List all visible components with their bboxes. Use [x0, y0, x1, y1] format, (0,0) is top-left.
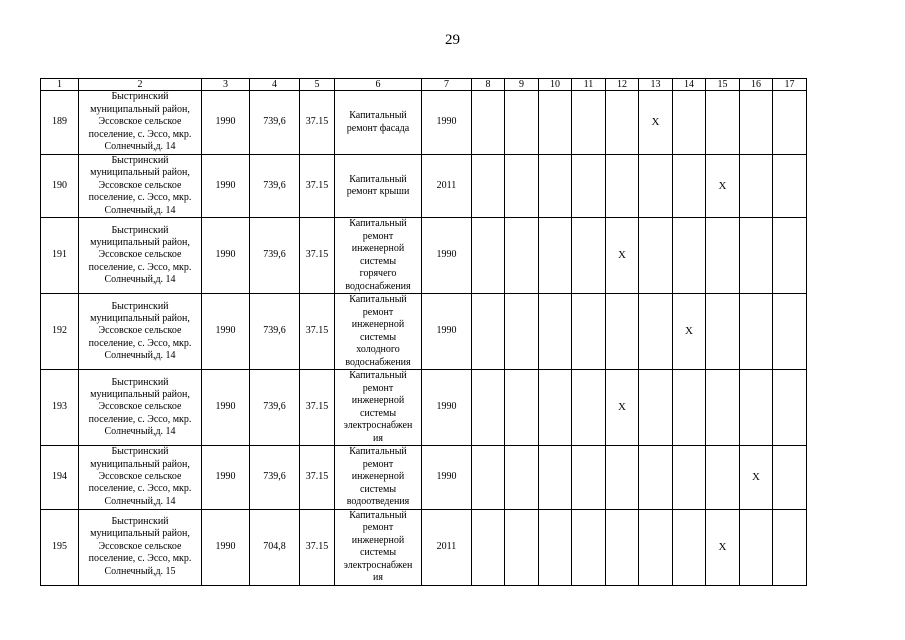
empty-cell	[706, 91, 740, 155]
column-number-7: 7	[422, 79, 472, 91]
code-cell: 37.15	[300, 218, 335, 294]
empty-cell	[472, 91, 505, 155]
empty-cell	[572, 446, 606, 510]
empty-cell	[505, 294, 539, 370]
build-year-cell: 1990	[202, 91, 250, 155]
empty-cell	[505, 218, 539, 294]
year-cell: 1990	[422, 91, 472, 155]
empty-cell	[673, 91, 706, 155]
empty-cell	[539, 91, 572, 155]
empty-cell	[539, 446, 572, 510]
empty-cell	[773, 91, 807, 155]
empty-cell	[505, 91, 539, 155]
empty-cell	[539, 509, 572, 585]
area-cell: 739,6	[250, 446, 300, 510]
work-type-cell: Капитальный ремонт инженерной системы водоотведения	[335, 446, 422, 510]
build-year-cell: 1990	[202, 294, 250, 370]
empty-cell	[706, 218, 740, 294]
empty-cell	[639, 446, 673, 510]
empty-cell	[572, 509, 606, 585]
empty-cell	[472, 509, 505, 585]
column-number-6: 6	[335, 79, 422, 91]
empty-cell	[706, 446, 740, 510]
empty-cell	[773, 155, 807, 218]
address-cell: Быстринский муниципальный район, Эссовское сельское поселение, с. Эссо, мкр. Солнечный,д. 15	[79, 509, 202, 585]
build-year-cell: 1990	[202, 446, 250, 510]
empty-cell	[572, 370, 606, 446]
repair-schedule-table	[40, 78, 807, 586]
code-cell: 37.15	[300, 155, 335, 218]
year-cell: 1990	[422, 294, 472, 370]
empty-cell	[606, 91, 639, 155]
table-row	[41, 370, 807, 446]
column-number-10: 10	[539, 79, 572, 91]
column-number-8: 8	[472, 79, 505, 91]
empty-cell	[740, 370, 773, 446]
column-number-13: 13	[639, 79, 673, 91]
table-row	[41, 218, 807, 294]
empty-cell	[773, 294, 807, 370]
table-row	[41, 294, 807, 370]
column-number-15: 15	[706, 79, 740, 91]
empty-cell	[472, 446, 505, 510]
empty-cell	[639, 509, 673, 585]
year-cell: 2011	[422, 509, 472, 585]
empty-cell	[472, 370, 505, 446]
address-cell: Быстринский муниципальный район, Эссовское сельское поселение, с. Эссо, мкр. Солнечный,д. 14	[79, 91, 202, 155]
empty-cell	[673, 218, 706, 294]
column-number-16: 16	[740, 79, 773, 91]
address-cell: Быстринский муниципальный район, Эссовское сельское поселение, с. Эссо, мкр. Солнечный,д. 14	[79, 218, 202, 294]
build-year-cell: 1990	[202, 370, 250, 446]
address-cell: Быстринский муниципальный район, Эссовское сельское поселение, с. Эссо, мкр. Солнечный,д. 14	[79, 370, 202, 446]
row-number-cell: 189	[41, 91, 79, 155]
address-cell: Быстринский муниципальный район, Эссовское сельское поселение, с. Эссо, мкр. Солнечный,д. 14	[79, 294, 202, 370]
empty-cell	[673, 446, 706, 510]
empty-cell	[639, 370, 673, 446]
empty-cell	[673, 509, 706, 585]
empty-cell	[539, 155, 572, 218]
empty-cell	[740, 155, 773, 218]
empty-cell	[606, 155, 639, 218]
work-type-cell: Капитальный ремонт крыши	[335, 155, 422, 218]
row-number-cell: 193	[41, 370, 79, 446]
mark-cell: X	[673, 294, 706, 370]
area-cell: 739,6	[250, 155, 300, 218]
build-year-cell: 1990	[202, 155, 250, 218]
table-row	[41, 91, 807, 155]
empty-cell	[472, 294, 505, 370]
table-row	[41, 509, 807, 585]
area-cell: 739,6	[250, 370, 300, 446]
empty-cell	[740, 91, 773, 155]
column-number-row	[41, 79, 807, 91]
column-number-3: 3	[202, 79, 250, 91]
area-cell: 739,6	[250, 294, 300, 370]
empty-cell	[539, 370, 572, 446]
column-number-4: 4	[250, 79, 300, 91]
empty-cell	[773, 509, 807, 585]
table-row	[41, 446, 807, 510]
mark-cell: X	[706, 509, 740, 585]
empty-cell	[706, 370, 740, 446]
address-cell: Быстринский муниципальный район, Эссовское сельское поселение, с. Эссо, мкр. Солнечный,д. 14	[79, 446, 202, 510]
empty-cell	[539, 218, 572, 294]
empty-cell	[606, 294, 639, 370]
area-cell: 704,8	[250, 509, 300, 585]
year-cell: 2011	[422, 155, 472, 218]
row-number-cell: 190	[41, 155, 79, 218]
column-number-17: 17	[773, 79, 807, 91]
build-year-cell: 1990	[202, 218, 250, 294]
empty-cell	[673, 155, 706, 218]
work-type-cell: Капитальный ремонт инженерной системы горячего водоснабжения	[335, 218, 422, 294]
row-number-cell: 195	[41, 509, 79, 585]
empty-cell	[505, 509, 539, 585]
row-number-cell: 194	[41, 446, 79, 510]
area-cell: 739,6	[250, 91, 300, 155]
empty-cell	[673, 370, 706, 446]
code-cell: 37.15	[300, 294, 335, 370]
area-cell: 739,6	[250, 218, 300, 294]
empty-cell	[539, 294, 572, 370]
mark-cell: X	[606, 218, 639, 294]
empty-cell	[606, 446, 639, 510]
empty-cell	[773, 370, 807, 446]
code-cell: 37.15	[300, 509, 335, 585]
row-number-cell: 192	[41, 294, 79, 370]
row-number-cell: 191	[41, 218, 79, 294]
empty-cell	[740, 218, 773, 294]
work-type-cell: Капитальный ремонт фасада	[335, 91, 422, 155]
year-cell: 1990	[422, 446, 472, 510]
mark-cell: X	[639, 91, 673, 155]
empty-cell	[572, 294, 606, 370]
empty-cell	[706, 294, 740, 370]
column-number-11: 11	[572, 79, 606, 91]
column-number-9: 9	[505, 79, 539, 91]
table-row	[41, 155, 807, 218]
page-number: 29	[445, 32, 460, 48]
column-number-14: 14	[673, 79, 706, 91]
empty-cell	[740, 509, 773, 585]
empty-cell	[572, 91, 606, 155]
code-cell: 37.15	[300, 446, 335, 510]
empty-cell	[505, 370, 539, 446]
empty-cell	[505, 155, 539, 218]
work-type-cell: Капитальный ремонт инженерной системы электроснабжен ия	[335, 370, 422, 446]
empty-cell	[606, 509, 639, 585]
column-number-12: 12	[606, 79, 639, 91]
empty-cell	[639, 294, 673, 370]
empty-cell	[472, 218, 505, 294]
address-cell: Быстринский муниципальный район, Эссовское сельское поселение, с. Эссо, мкр. Солнечный,д. 14	[79, 155, 202, 218]
empty-cell	[472, 155, 505, 218]
column-number-1: 1	[41, 79, 79, 91]
column-number-2: 2	[79, 79, 202, 91]
mark-cell: X	[706, 155, 740, 218]
year-cell: 1990	[422, 218, 472, 294]
empty-cell	[773, 218, 807, 294]
year-cell: 1990	[422, 370, 472, 446]
work-type-cell: Капитальный ремонт инженерной системы электроснабжен ия	[335, 509, 422, 585]
empty-cell	[572, 218, 606, 294]
column-number-5: 5	[300, 79, 335, 91]
empty-cell	[639, 155, 673, 218]
code-cell: 37.15	[300, 91, 335, 155]
work-type-cell: Капитальный ремонт инженерной системы холодного водоснабжения	[335, 294, 422, 370]
mark-cell: X	[606, 370, 639, 446]
build-year-cell: 1990	[202, 509, 250, 585]
code-cell: 37.15	[300, 370, 335, 446]
empty-cell	[639, 218, 673, 294]
empty-cell	[740, 294, 773, 370]
empty-cell	[505, 446, 539, 510]
empty-cell	[572, 155, 606, 218]
mark-cell: X	[740, 446, 773, 510]
empty-cell	[773, 446, 807, 510]
